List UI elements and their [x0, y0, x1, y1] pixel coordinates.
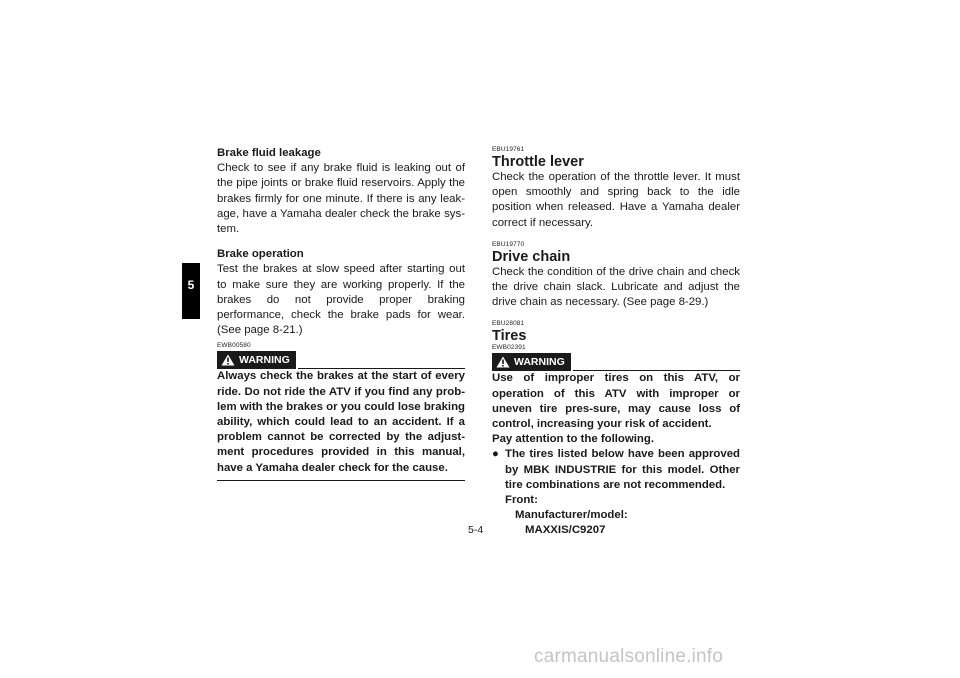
tires-warning-text: Use of improper tires on this ATV, or operation of this ATV with improper or uneven tire pres-sure, may cause loss of control, increasing your risk of accident.: [492, 372, 740, 431]
throttle-text: Check the operation of the throttle lever. It must open smoothly and spring back to the idle position when released. Have a Yamaha dealer correct if necessary.: [492, 171, 740, 229]
brake-fluid-heading: Brake fluid leakage: [217, 147, 321, 159]
chapter-tab: [182, 263, 200, 319]
front-label: Front:: [505, 494, 538, 507]
manufacturer-value: MAXXIS/C9207: [525, 524, 606, 537]
warning-triangle-icon: [496, 356, 510, 368]
tires-warning-label: WARNING: [514, 355, 565, 368]
page-number: 5-4: [468, 524, 484, 536]
tires-bullet-item: [492, 447, 740, 493]
tires-bullet-text: The tires listed below have been approved by MBK INDUSTRIE for this model. Other tire combinations are not recommended.: [505, 448, 740, 491]
chain-text: Check the condition of the drive chain and check the drive chain slack. Lubricate and adjust the drive chain as necessary. (See page 8-29.): [492, 265, 740, 309]
tires-warning-header: [492, 353, 740, 371]
warning-label: WARNING: [239, 353, 290, 366]
tires-warning-badge: [492, 353, 571, 371]
warning-triangle-icon: [221, 354, 235, 366]
warning-end-rule: [217, 480, 465, 481]
chain-heading: Drive chain: [492, 248, 571, 265]
bullet-icon: ●: [492, 448, 499, 461]
manufacturer-label: Manufacturer/model:: [515, 509, 628, 522]
left-column: [217, 146, 465, 481]
warning-text: Always check the brakes at the start of every ride. Do not ride the ATV if you find any prob-lem with the brakes or you could lose braking ability, which could lead to an accident. If a problem cannot be corrected by the adjust-ment procedures provided in this manual, have a Yamaha dealer check for the cause.: [217, 370, 465, 474]
attention-text: Pay attention to the following.: [492, 433, 654, 446]
tires-warning-code: EWB02391: [492, 344, 526, 352]
throttle-code: EBU19761: [492, 146, 525, 153]
throttle-heading: Throttle lever: [492, 154, 584, 170]
warning-header: [217, 351, 465, 369]
tires-code: EBU28081: [492, 320, 525, 328]
brake-fluid-text: Check to see if any brake fluid is leaking out of the pipe joints or brake fluid reservoirs. Apply the brakes firmly for one minute. If there is any leak-age, have a Yamaha dealer check the brake sys-tem.: [217, 162, 465, 236]
watermark: carmanualsonline.info: [534, 646, 724, 667]
chapter-tab-number: 5: [187, 278, 195, 292]
warning-code: EWB00580: [217, 342, 251, 350]
brake-operation-heading: Brake operation: [217, 248, 304, 261]
chain-code: EBU19770: [492, 240, 525, 248]
tires-heading: Tires: [492, 328, 527, 345]
right-column: [492, 146, 740, 539]
warning-badge: [217, 351, 296, 369]
brake-operation-text: Test the brakes at slow speed after starting out to make sure they are working properly. If the brakes do not provide proper braking performance, check the brake pads for wear. (See page 8-21.): [217, 263, 465, 337]
